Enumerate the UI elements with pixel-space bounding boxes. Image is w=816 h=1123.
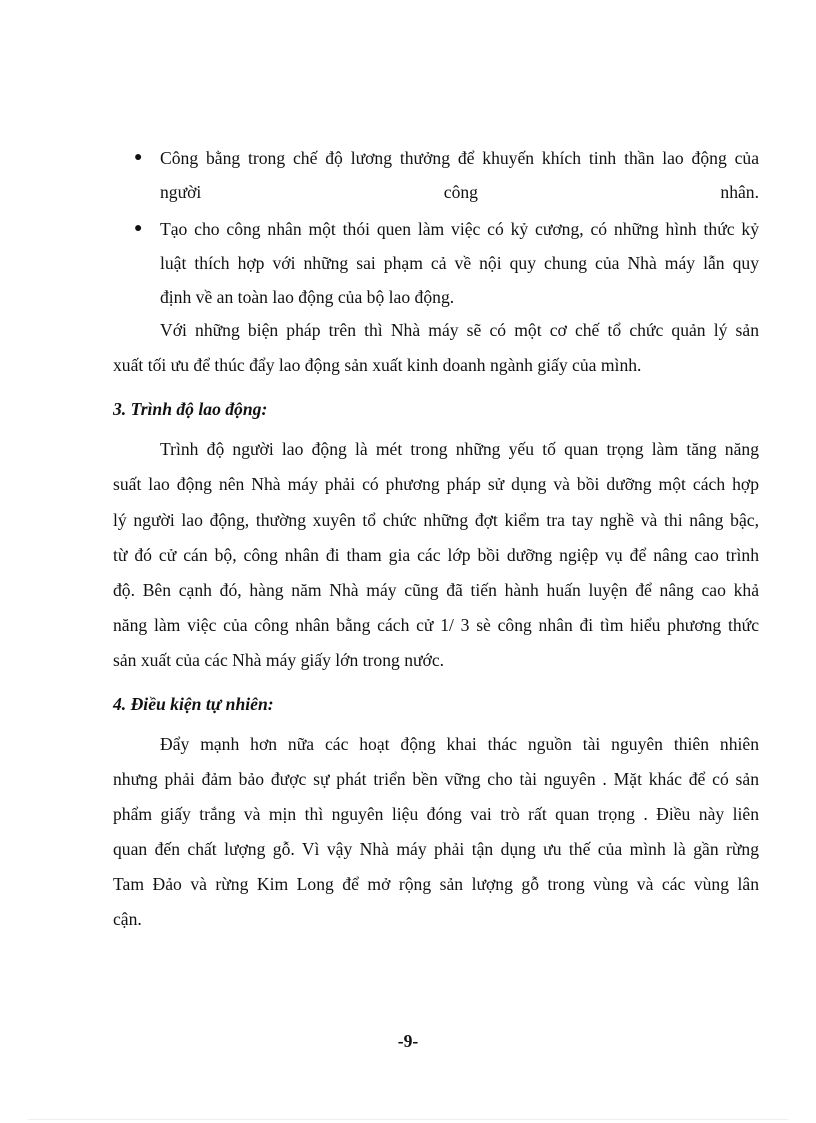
intro-line-1: Với những biện pháp trên thì Nhà máy sẽ có một cơ chế tổ chức quản lý sản [160,320,759,340]
section-4-line-5: Tam Đảo và rừng Kim Long để mở rộng sản lượng gỗ trong vùng và các vùng lân [113,874,759,894]
section-3-line-2: suất lao động nên Nhà máy phải có phương pháp sử dụng và bồi dưỡng một cách hợp [113,474,759,494]
bullet-2-line-3: định về an toàn lao động của bộ lao động. [160,287,455,307]
section-3-line-7: sản xuất của các Nhà máy giấy lớn trong nước. [113,650,445,670]
section-4-line-3: phẩm giấy trắng và mịn thì nguyên liệu đóng vai trò rất quan trọng . Điều này liên [113,804,759,824]
bullet-2-line-1: Tạo cho công nhân một thói quen làm việc có kỷ cương, có những hình thức kỷ [160,219,759,239]
bullet-1-line-2: người công nhân. [160,182,759,202]
bullet-1-line-1: Công bằng trong chế độ lương thưởng để khuyến khích tinh thần lao động của [160,148,759,168]
section-3-heading: 3. Trình độ lao động: [113,399,268,419]
section-4-line-4: quan đến chất lượng gỗ. Vì vậy Nhà máy phải tận dụng ưu thế của mình là gần rừng [113,839,759,859]
page-number: -9- [397,1031,419,1051]
section-4-line-1: Đẩy mạnh hơn nữa các hoạt động khai thác nguồn tài nguyên thiên nhiên [160,734,759,754]
bullet-icon: ● [134,150,143,165]
section-3-line-1: Trình độ người lao động là mét trong những yếu tố quan trọng làm tăng năng [160,439,759,459]
page-bottom-rule [28,1119,788,1120]
section-3-line-4: từ đó cử cán bộ, công nhân đi tham gia các lớp bồi dưỡng ngiệp vụ để nâng cao trình [113,545,759,565]
section-4-line-6: cận. [113,909,142,929]
section-3-line-3: lý người lao động, thường xuyên tổ chức những đợt kiểm tra tay nghề và thi nâng bậc, [113,510,759,530]
section-3-line-5: độ. Bên cạnh đó, hàng năm Nhà máy cũng đã tiến hành huấn luyện để nâng cao khả [113,580,759,600]
section-3-line-6: năng làm việc của công nhân bằng cách cử 1/ 3 sè công nhân đi tìm hiểu phương thức [113,615,759,635]
bullet-icon: ● [134,221,143,236]
section-4-heading: 4. Điều kiện tự nhiên: [113,694,274,714]
bullet-2-line-2: luật thích hợp với những sai phạm cả về nội quy chung của Nhà máy lẫn quy [160,253,759,273]
intro-line-2: xuất tối ưu để thúc đẩy lao động sản xuất kinh doanh ngành giấy của mình. [113,355,642,375]
section-4-line-2: nhưng phải đảm bảo được sự phát triển bền vững cho tài nguyên . Mặt khác để có sản [113,769,759,789]
